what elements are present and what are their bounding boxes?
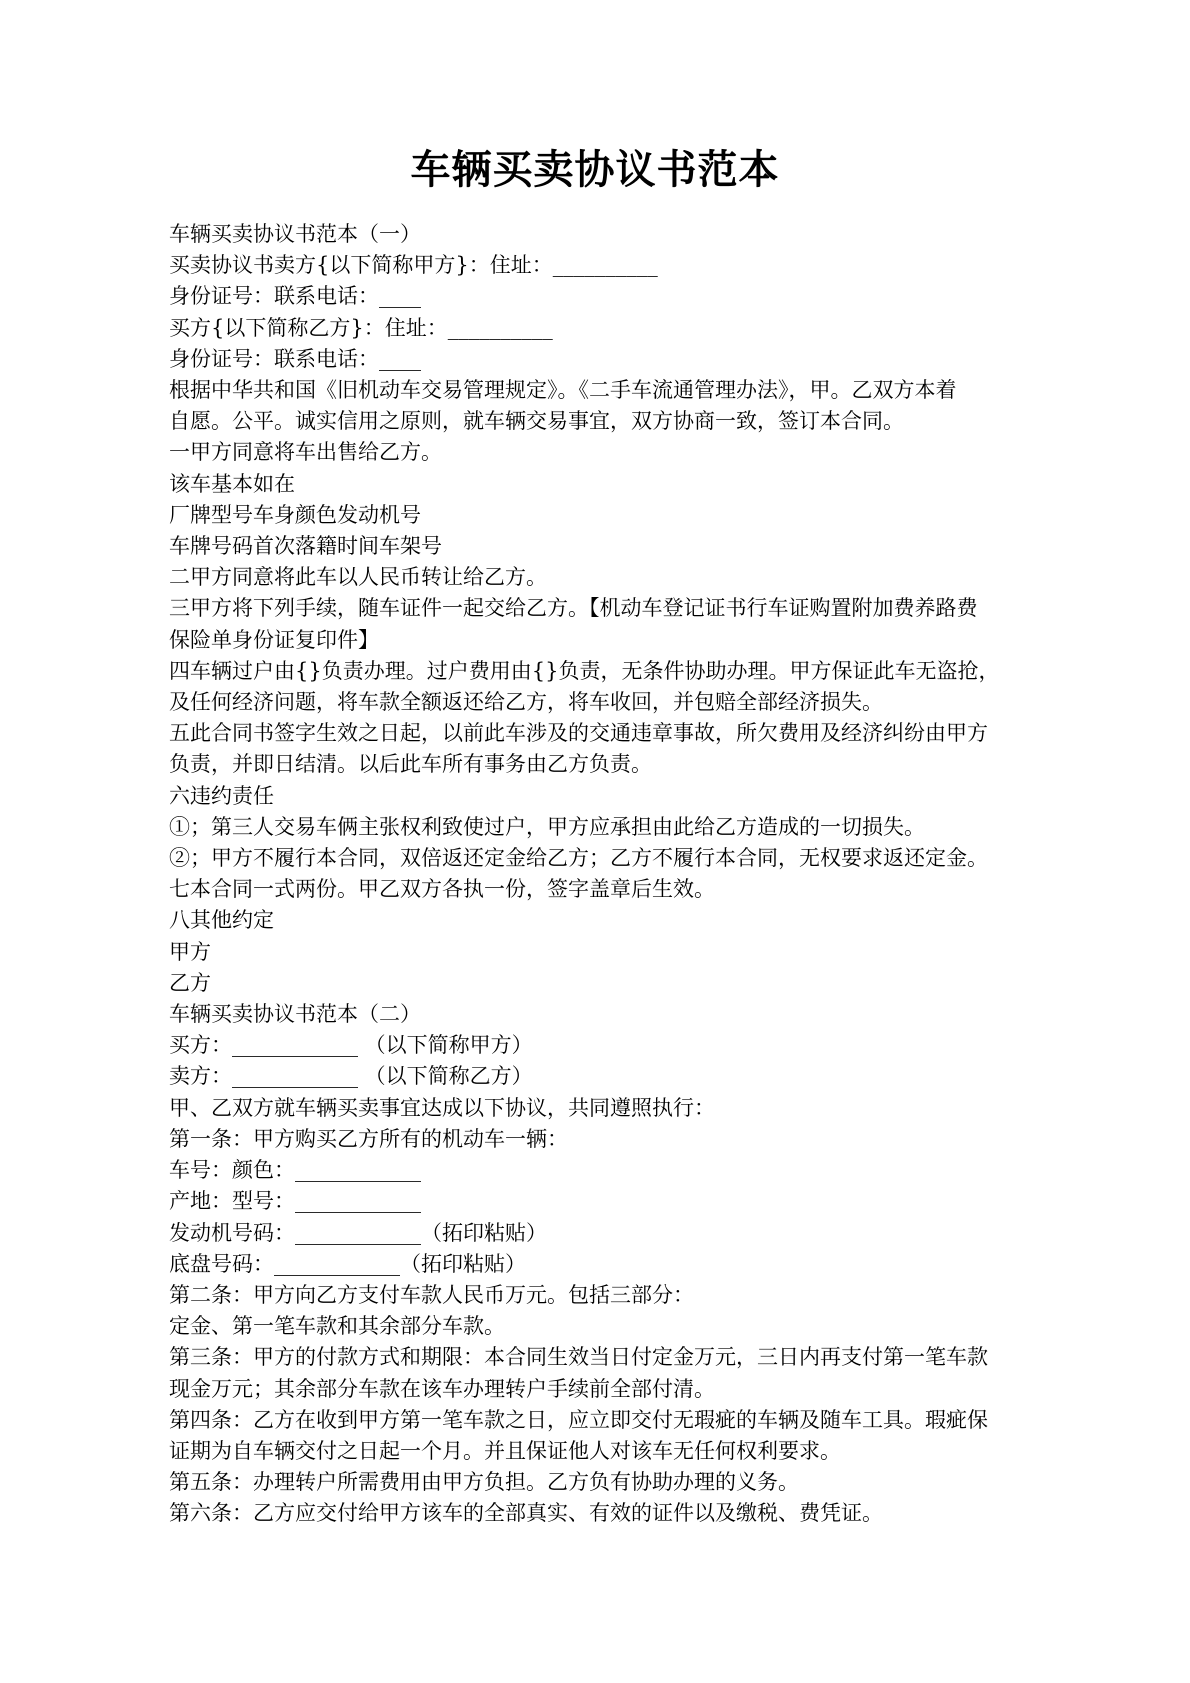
document-line: 八其他约定: [169, 908, 274, 933]
document-line: 底盘号码：____________（拓印粘贴）: [169, 1251, 526, 1276]
document-line: 及任何经济问题，将车款全额返还给乙方，将车收回，并包赔全部经济损失。: [169, 690, 883, 715]
document-line: 第五条：办理转户所需费用由甲方负担。乙方负有协助办理的义务。: [169, 1470, 799, 1495]
document-line: 卖方：____________ （以下简称乙方）: [169, 1064, 533, 1089]
document-line: 该车基本如在: [169, 471, 295, 496]
document-line: 厂牌型号车身颜色发动机号: [169, 502, 421, 527]
document-line: ①；第三人交易车俩主张权利致使过户，甲方应承担由此给乙方造成的一切损失。: [169, 814, 925, 839]
document-line: 六违约责任: [169, 783, 274, 808]
document-line: 买卖协议书卖方{以下简称甲方}：住址：__________: [169, 253, 658, 278]
document-body: [169, 219, 1029, 1530]
document-line: ②；甲方不履行本合同，双倍返还定金给乙方；乙方不履行本合同，无权要求返还定金。: [169, 846, 988, 871]
document-line: 乙方: [169, 970, 211, 995]
document-line: 买方：____________ （以下简称甲方）: [169, 1033, 533, 1058]
document-line: 证期为自车辆交付之日起一个月。并且保证他人对该车无任何权利要求。: [169, 1438, 841, 1463]
document-line: 现金万元；其余部分车款在该车办理转户手续前全部付清。: [169, 1376, 715, 1401]
document-line: 一甲方同意将车出售给乙方。: [169, 440, 442, 465]
document-title: 车辆买卖协议书范本: [410, 146, 780, 193]
document-line: 车辆买卖协议书范本（二）: [169, 1002, 421, 1027]
document-line: 自愿。公平。诚实信用之原则，就车辆交易事宜，双方协商一致，签订本合同。: [169, 409, 904, 434]
document-line: 保险单身份证复印件】: [169, 627, 379, 652]
document-line: 负责，并即日结清。以后此车所有事务由乙方负责。: [169, 752, 652, 777]
document-line: 身份证号：联系电话：____: [169, 346, 421, 371]
document-line: 产地：型号：____________: [169, 1189, 421, 1214]
document-line: 第四条：乙方在收到甲方第一笔车款之日，应立即交付无瑕疵的车辆及随车工具。瑕疵保: [169, 1407, 988, 1432]
document-line: 发动机号码：____________（拓印粘贴）: [169, 1220, 547, 1245]
document-line: 甲、乙双方就车辆买卖事宜达成以下协议，共同遵照执行：: [169, 1095, 715, 1120]
document-line: 第六条：乙方应交付给甲方该车的全部真实、有效的证件以及缴税、费凭证。: [169, 1501, 883, 1526]
document-line: 三甲方将下列手续，随车证件一起交给乙方。【机动车登记证书行车证购置附加费养路费: [169, 596, 978, 621]
document-line: 第一条：甲方购买乙方所有的机动车一辆：: [169, 1126, 568, 1151]
document-line: 定金、第一笔车款和其余部分车款。: [169, 1314, 505, 1339]
document-line: 第二条：甲方向乙方支付车款人民币万元。包括三部分：: [169, 1282, 694, 1307]
document-line: 买方{以下简称乙方}：住址：__________: [169, 315, 553, 340]
document-line: 四车辆过户由{}负责办理。过户费用由{}负责，无条件协助办理。甲方保证此车无盗抢，: [169, 658, 1000, 683]
document-line: 二甲方同意将此车以人民币转让给乙方。: [169, 565, 547, 590]
document-line: 车号：颜色：____________: [169, 1158, 421, 1183]
document-line: 甲方: [169, 939, 211, 964]
document-line: 第三条：甲方的付款方式和期限：本合同生效当日付定金万元，三日内再支付第一笔车款: [169, 1345, 988, 1370]
document-line: 车牌号码首次落籍时间车架号: [169, 534, 442, 559]
document-line: 七本合同一式两份。甲乙双方各执一份，签字盖章后生效。: [169, 877, 715, 902]
document-line: 五此合同书签字生效之日起，以前此车涉及的交通违章事故，所欠费用及经济纠纷由甲方: [169, 721, 988, 746]
document-line: 身份证号：联系电话：____: [169, 284, 421, 309]
document-line: 车辆买卖协议书范本（一）: [169, 222, 421, 246]
document-line: 根据中华共和国《旧机动车交易管理规定》。《二手车流通管理办法》，甲。乙双方本着: [169, 378, 957, 403]
